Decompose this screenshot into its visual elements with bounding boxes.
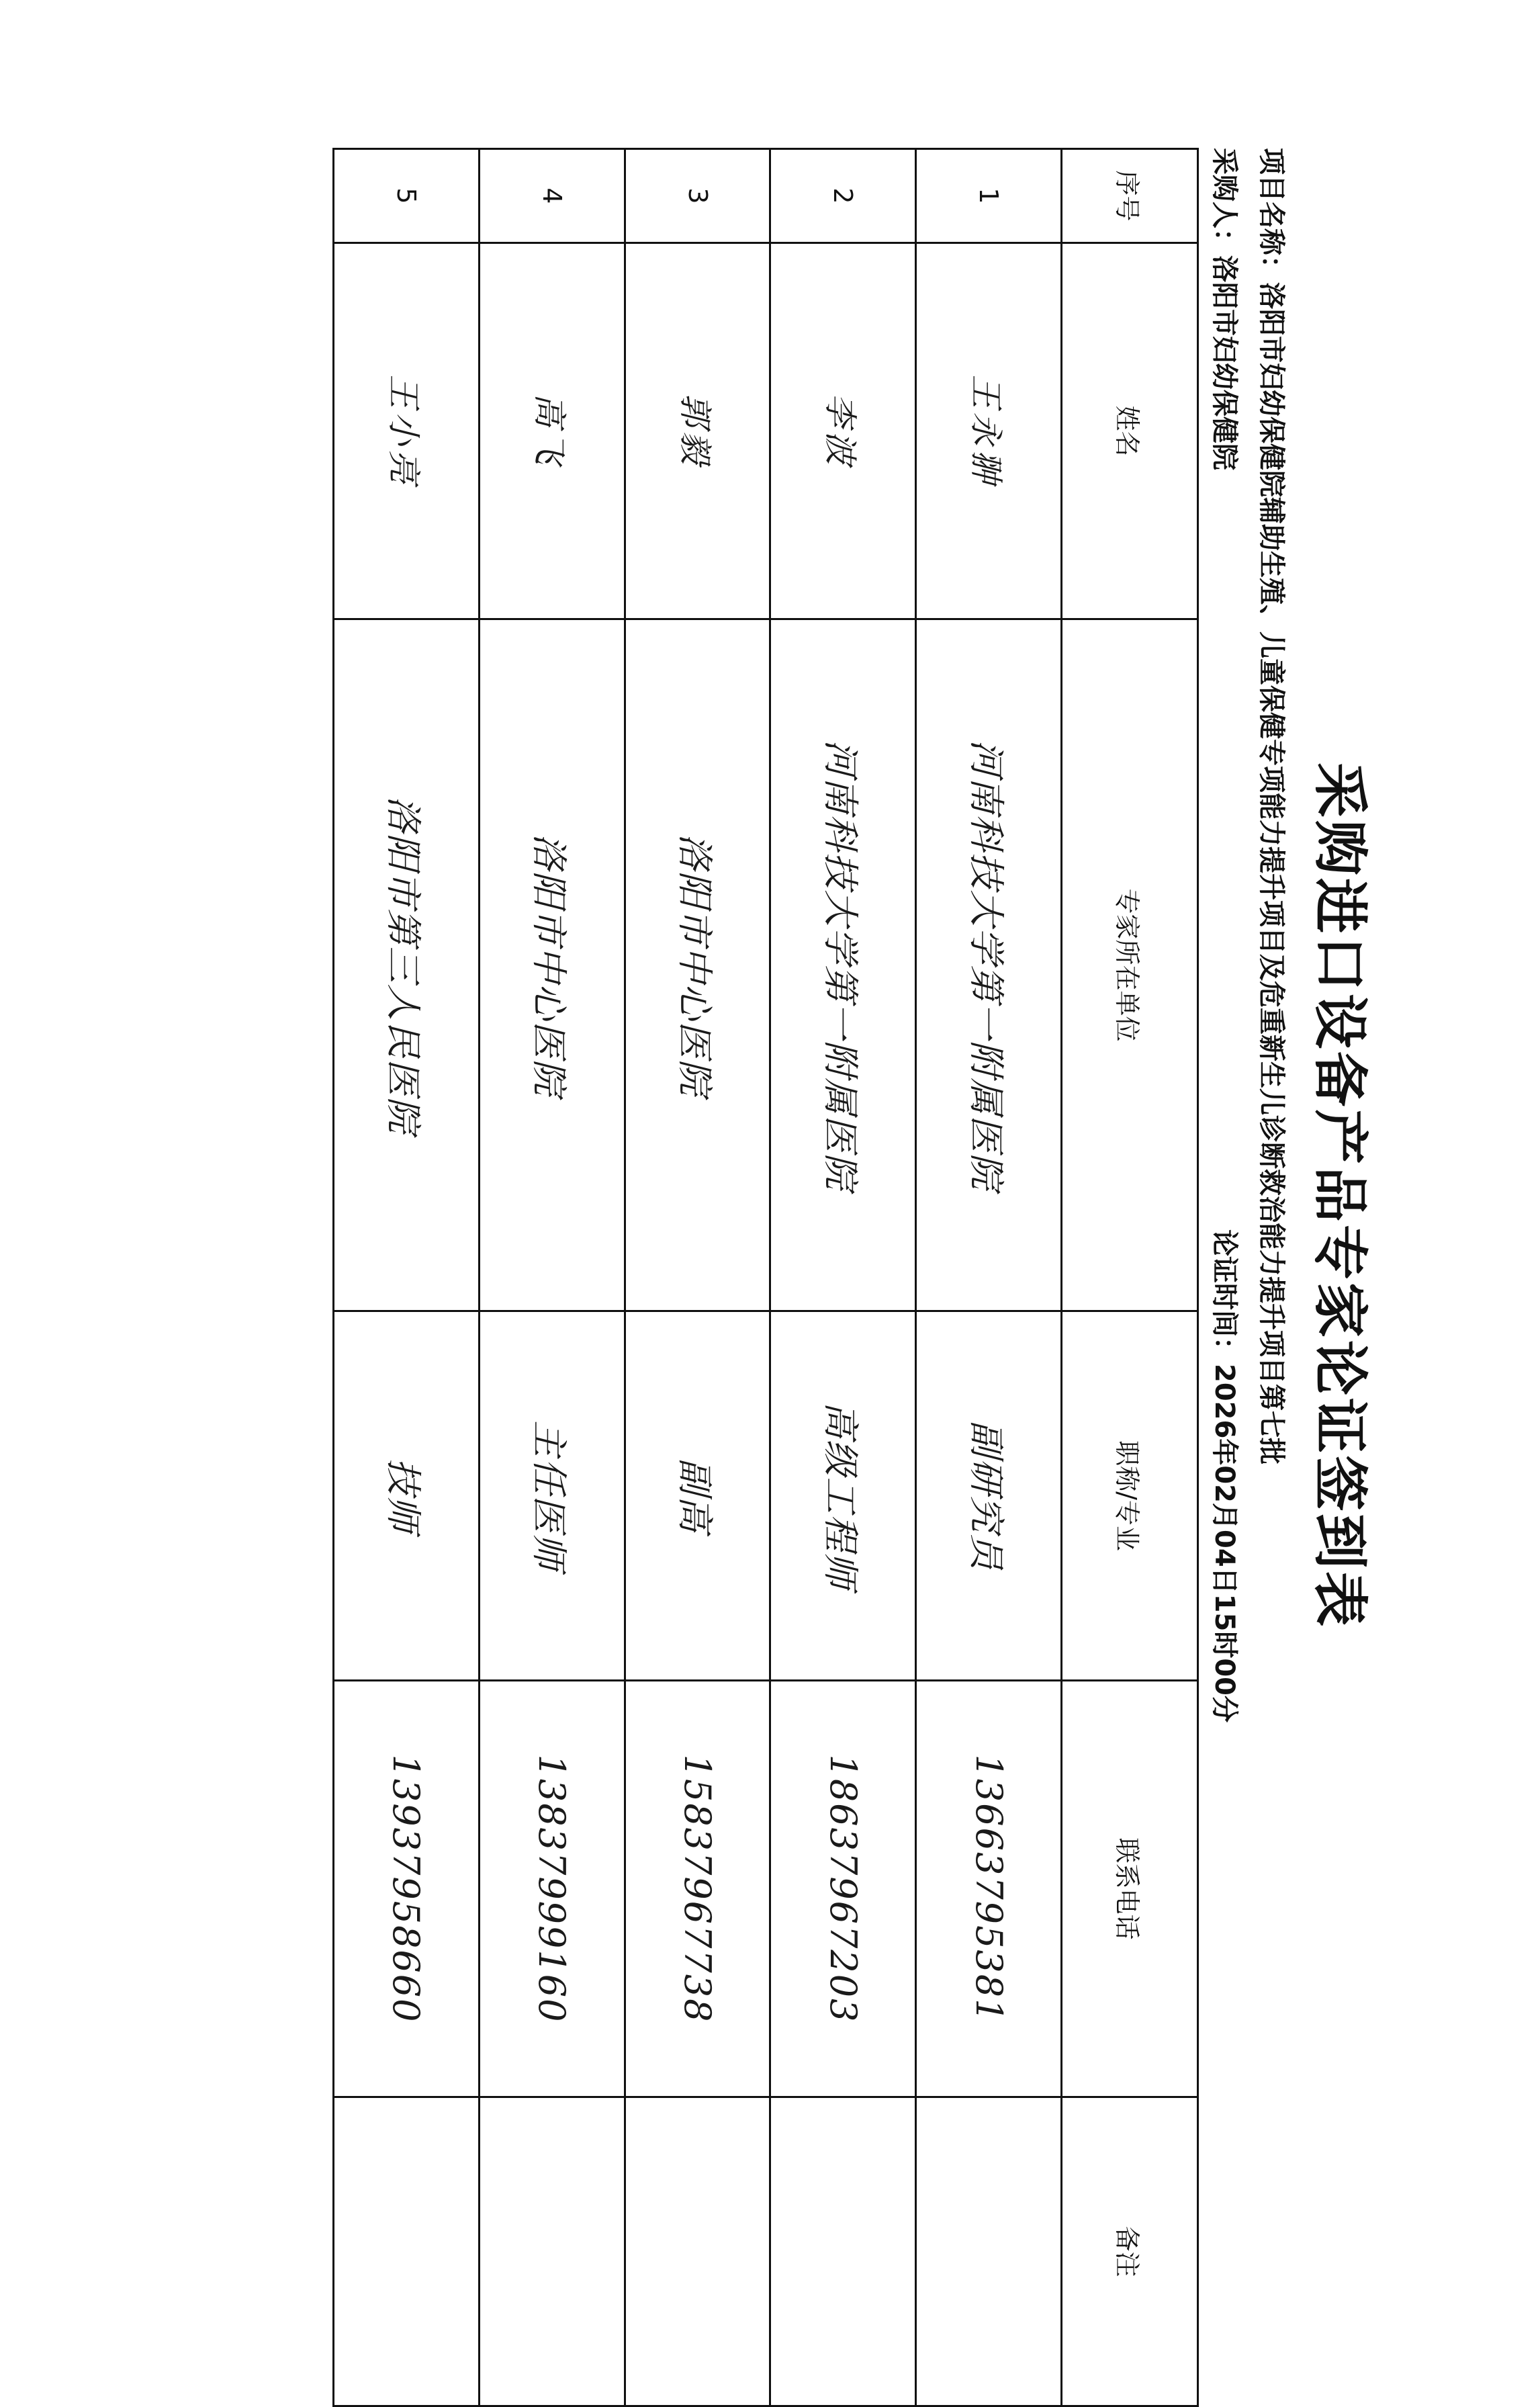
row-unit-cell xyxy=(770,619,916,1311)
row-name: 郭毅 xyxy=(675,393,715,469)
project-value: 洛阳市妇幼保健院辅助生殖、儿童保健专项能力提升项目及危重新生儿诊断救治能力提升项目第七批 xyxy=(1256,282,1287,1464)
header-phone: 联系电话 xyxy=(1062,1681,1198,2097)
row-name-cell xyxy=(770,243,916,619)
row-note xyxy=(334,2097,480,2406)
row-name-cell xyxy=(916,243,1062,619)
row-phone: 18637967203 xyxy=(821,1754,864,2023)
row-title-cell xyxy=(916,1311,1062,1681)
row-title: 高级工程师 xyxy=(819,1401,862,1590)
table-row xyxy=(334,149,480,2406)
row-note xyxy=(770,2097,916,2406)
row-note xyxy=(916,2097,1062,2406)
page-title: 采购进口设备产品专家论证签到表 xyxy=(1308,762,1372,1629)
row-phone: 15837967738 xyxy=(676,1754,719,2023)
row-name-cell xyxy=(625,243,770,619)
expert-table xyxy=(332,148,1199,2407)
row-name: 王小亮 xyxy=(383,374,423,488)
row-unit-cell xyxy=(334,619,480,1311)
table-row xyxy=(770,149,916,2406)
table-row xyxy=(916,149,1062,2406)
buyer-line xyxy=(1208,148,1246,470)
project-line xyxy=(1255,148,1293,1464)
row-title-cell xyxy=(334,1311,480,1681)
table-row xyxy=(479,149,625,2406)
row-index: 2 xyxy=(770,149,916,243)
row-note xyxy=(625,2097,770,2406)
time-value: 2026年02月04日15时00分 xyxy=(1209,1364,1240,1722)
row-index: 1 xyxy=(916,149,1062,243)
header-title: 职称/专业 xyxy=(1062,1311,1198,1681)
row-name: 王永翀 xyxy=(966,374,1006,488)
row-unit: 河南科技大学第一附属医院 xyxy=(964,739,1007,1191)
row-phone: 13837999160 xyxy=(531,1754,574,2023)
buyer-value: 洛阳市妇幼保健院 xyxy=(1209,255,1240,470)
row-title: 副研究员 xyxy=(964,1420,1007,1571)
row-title-cell xyxy=(770,1311,916,1681)
row-title: 副高 xyxy=(674,1458,717,1534)
time-line xyxy=(1208,1229,1246,1722)
row-unit: 洛阳市中心医院 xyxy=(674,833,717,1097)
row-index: 5 xyxy=(334,149,480,243)
header-index: 序号 xyxy=(1062,149,1198,243)
sign-in-sheet xyxy=(101,121,1377,2277)
header-name: 姓名 xyxy=(1062,243,1198,619)
row-unit: 洛阳市中心医院 xyxy=(528,833,571,1097)
row-unit: 河南科技大学第一附属医院 xyxy=(819,739,862,1191)
buyer-label: 采购人： xyxy=(1209,148,1240,255)
table-header-row xyxy=(1062,149,1198,2406)
row-phone-cell xyxy=(770,1681,916,2097)
row-title-cell xyxy=(479,1311,625,1681)
time-label: 论证时间： xyxy=(1209,1229,1240,1364)
row-name: 李波 xyxy=(821,393,860,469)
row-title: 主任医师 xyxy=(528,1420,571,1571)
row-note xyxy=(479,2097,625,2406)
row-title: 技师 xyxy=(382,1458,425,1534)
row-index: 4 xyxy=(479,149,625,243)
row-name: 高飞 xyxy=(529,393,569,469)
row-phone: 13663795381 xyxy=(967,1754,1010,2023)
header-unit: 专家所在单位 xyxy=(1062,619,1198,1311)
header-note: 备注 xyxy=(1062,2097,1198,2406)
row-unit: 洛阳市第三人民医院 xyxy=(382,795,425,1135)
row-phone-cell xyxy=(916,1681,1062,2097)
row-name-cell xyxy=(479,243,625,619)
row-name-cell xyxy=(334,243,480,619)
project-label: 项目名称： xyxy=(1256,148,1287,282)
row-phone-cell xyxy=(625,1681,770,2097)
row-phone-cell xyxy=(479,1681,625,2097)
row-title-cell xyxy=(625,1311,770,1681)
table-row xyxy=(625,149,770,2406)
row-phone: 13937958660 xyxy=(385,1754,428,2023)
row-unit-cell xyxy=(625,619,770,1311)
row-unit-cell xyxy=(479,619,625,1311)
row-unit-cell xyxy=(916,619,1062,1311)
row-index: 3 xyxy=(625,149,770,243)
row-phone-cell xyxy=(334,1681,480,2097)
